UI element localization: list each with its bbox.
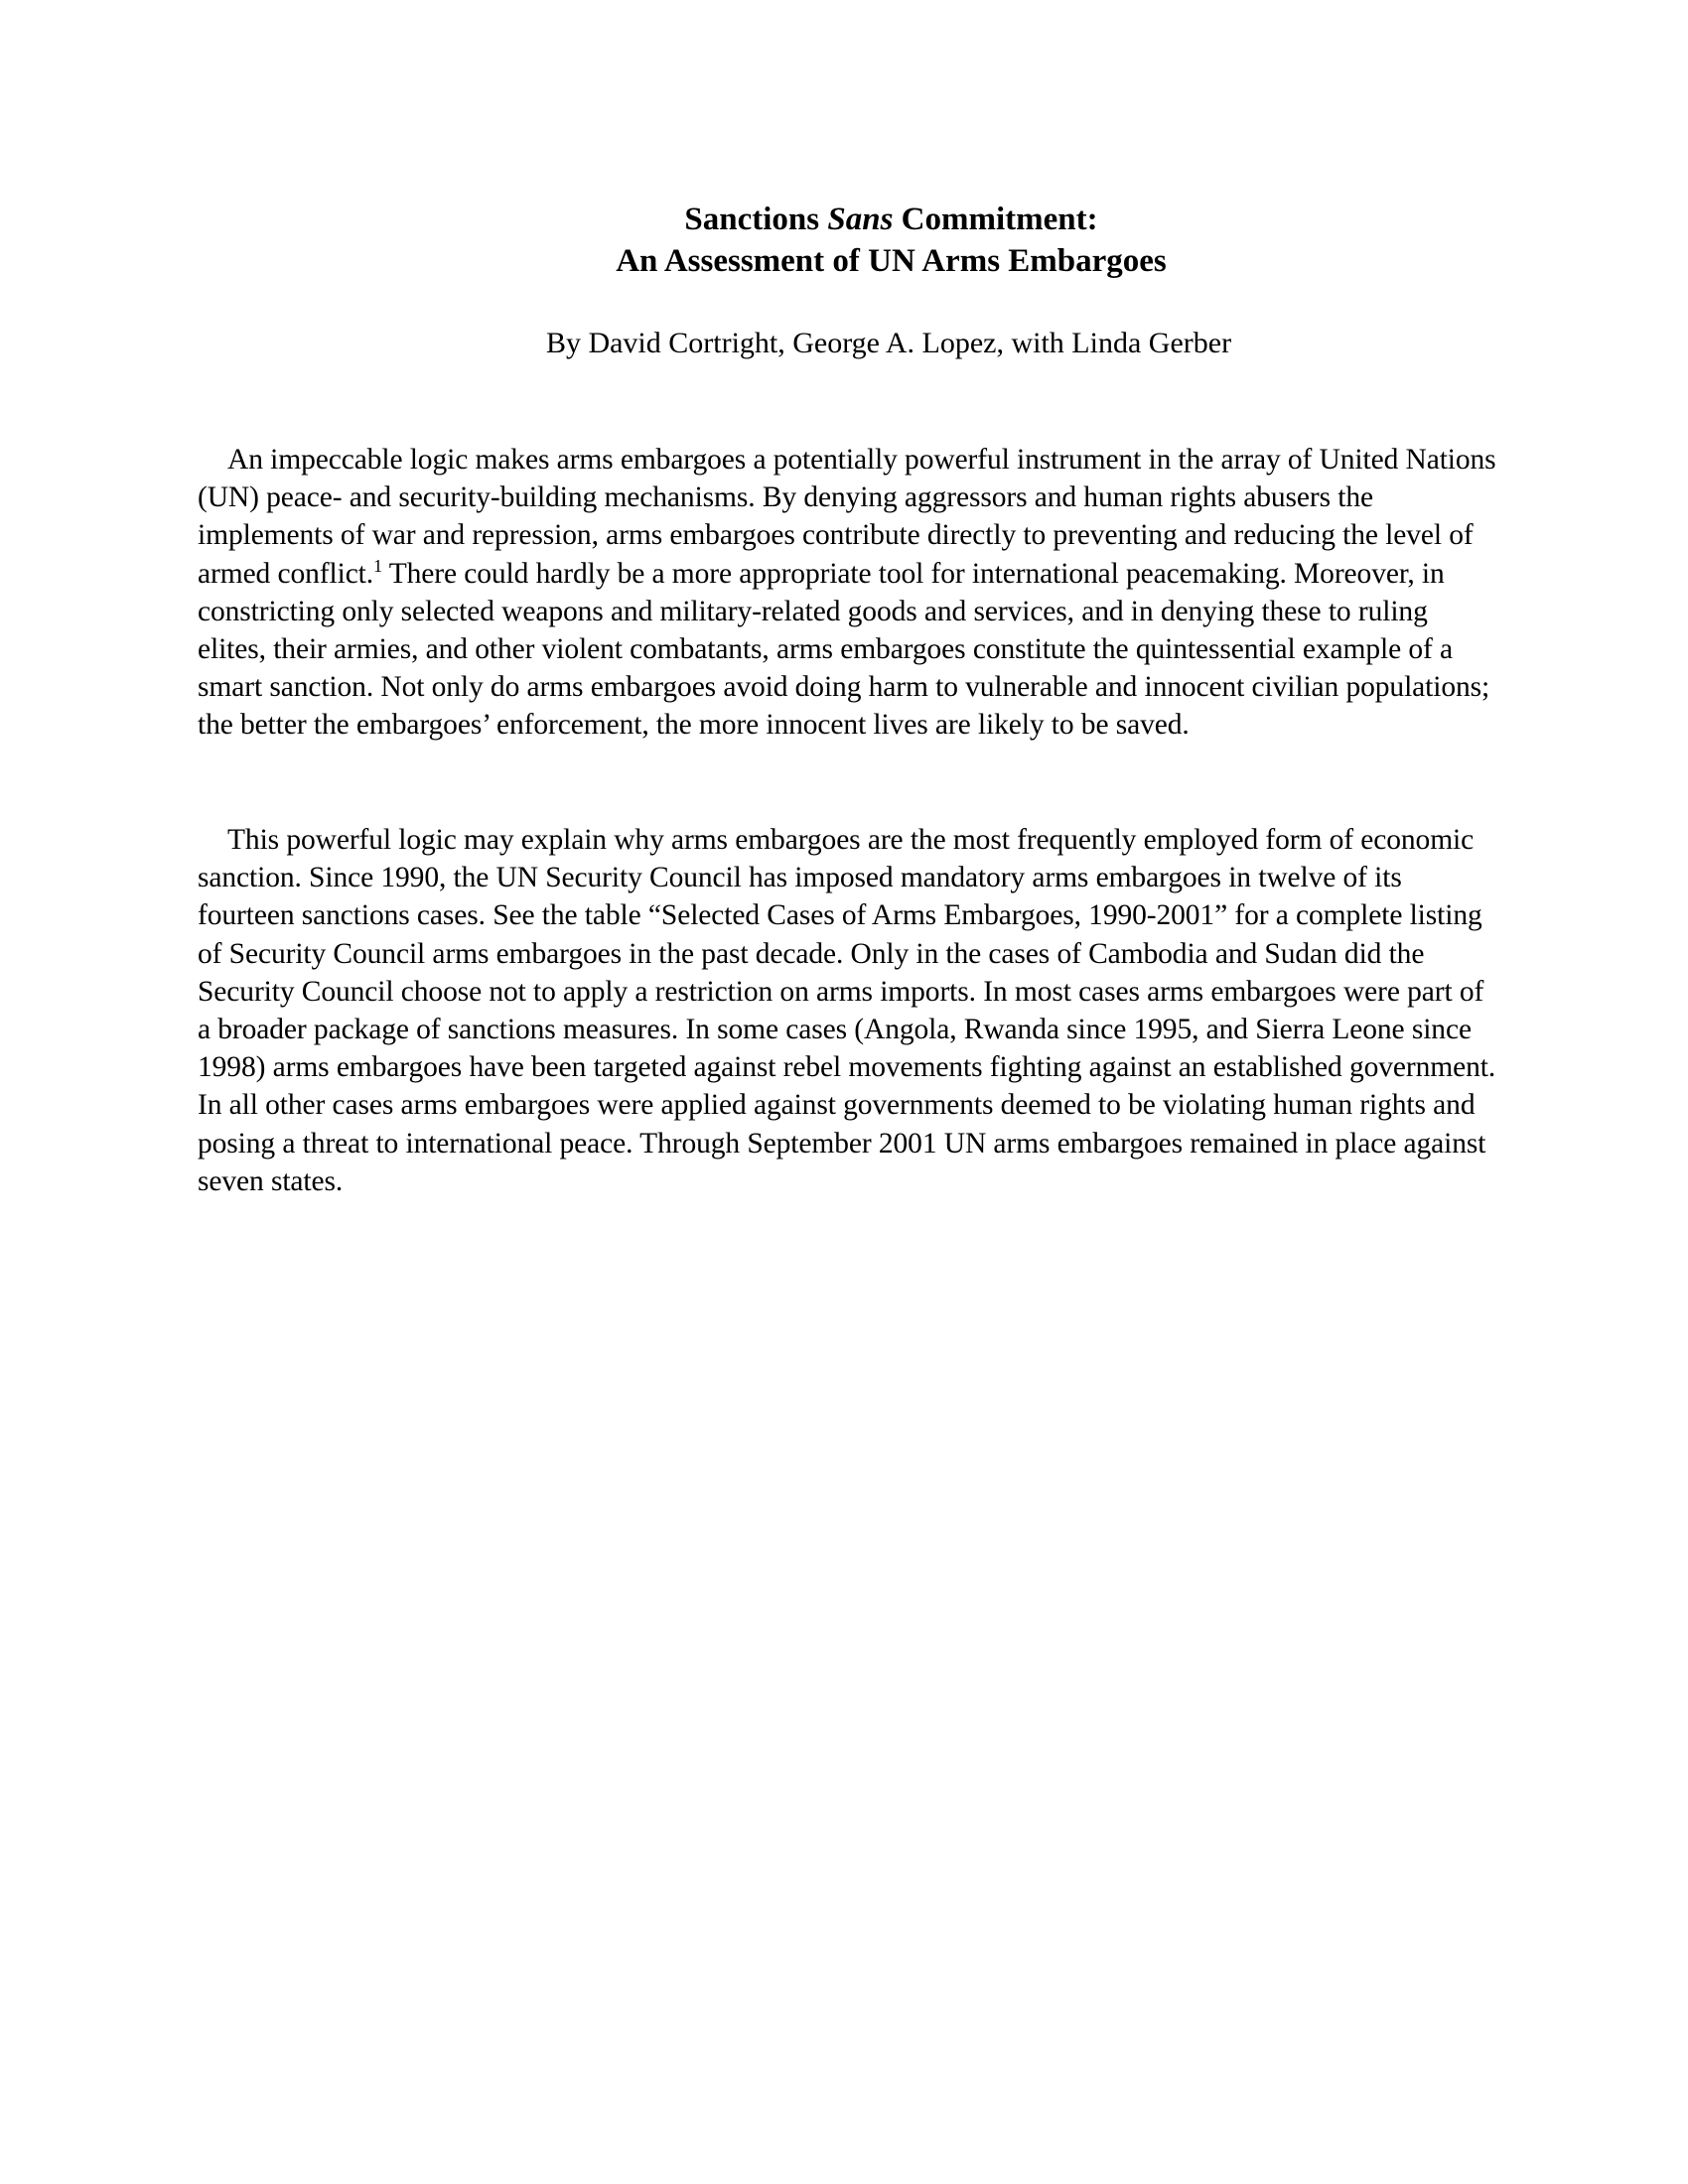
title-line-1-before: Sanctions bbox=[684, 202, 828, 237]
title-emphasis: Sans bbox=[827, 202, 894, 237]
paragraph-1-text-end: There could hardly be a more appropriate tool for international peacemaking. Moreover, in constricting only selected weapons and military-related goods and services, and in denying these to ruling elites, their armies, and other violent combatants, arms embargoes constitute the quintessential example of a smart sanction. Not only do arms embargoes avoid doing harm to vulnerable and innocent civilian populations; the better the embargoes’ enforcement, the more innocent lives are likely to be saved. bbox=[198, 557, 1490, 742]
body-paragraph-1 bbox=[198, 441, 1498, 745]
paragraph-1-text-start: An impeccable logic makes arms embargoes a potentially powerful instrument in the array of United Nations (UN) peace- and security-building mechanisms. By denying aggressors and human rights abusers the implements of war and repression, arms embargoes contribute directly to preventing and reducing the level of armed conflict. bbox=[198, 444, 1496, 590]
body-paragraph-2: This powerful logic may explain why arms embargoes are the most frequently employed form of economic sanction. Since 1990, the UN Security Council has imposed mandatory arms embargoes in twelve of its fourteen sanctions cases. See the table “Selected Cases of Arms Embargoes, 1990-2001” for a complete listing of Security Council arms embargoes in the past decade. Only in the cases of Cambodia and Sudan did the Security Council choose not to apply a restriction on arms imports. In most cases arms embargoes were part of a broader package of sanctions measures. In some cases (Angola, Rwanda since 1995, and Sierra Leone since 1998) arms embargoes have been targeted against rebel movements fighting against an established government. In all other cases arms embargoes were applied against governments deemed to be violating human rights and posing a threat to international peace. Through September 2001 UN arms embargoes remained in place against seven states. bbox=[198, 824, 1496, 1197]
title-line-1 bbox=[0, 199, 1688, 240]
footnote-reference[interactable]: 1 bbox=[373, 555, 382, 576]
title-line-1-after: Commitment: bbox=[893, 202, 1098, 237]
title-line-2: An Assessment of UN Arms Embargoes bbox=[616, 243, 1167, 279]
document-title bbox=[0, 199, 1688, 282]
author-byline: By David Cortright, George A. Lopez, with Linda Gerber bbox=[545, 327, 1232, 359]
